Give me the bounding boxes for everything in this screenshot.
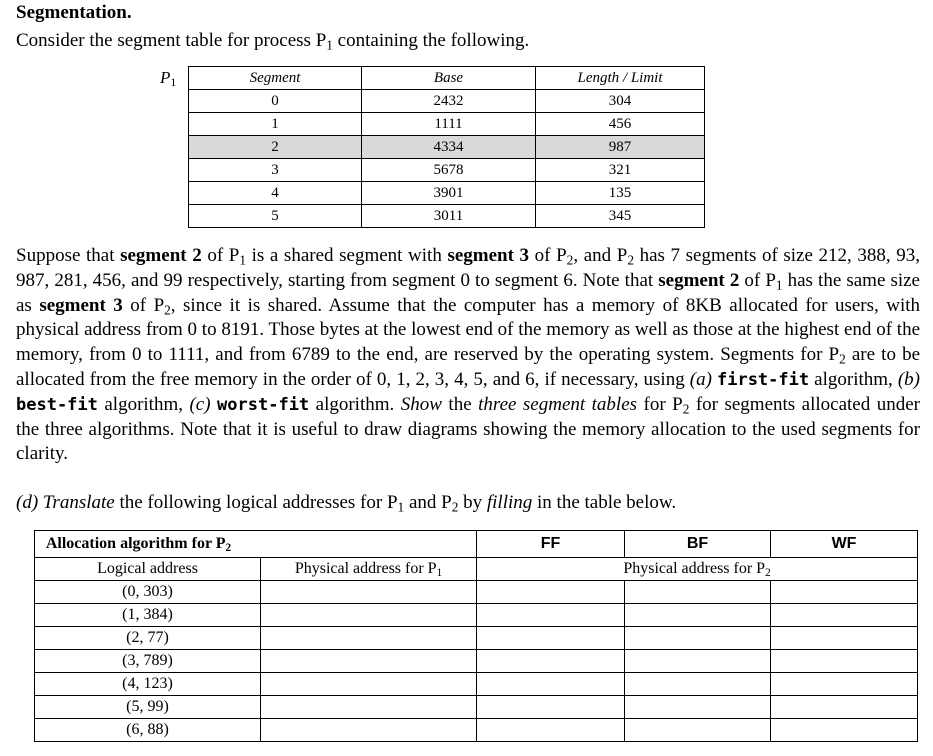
cell-bf[interactable] xyxy=(625,719,771,742)
cell-segment: 4 xyxy=(189,182,362,205)
table-row xyxy=(189,159,705,182)
cell-ff[interactable] xyxy=(477,650,625,673)
cell-physical-p1[interactable] xyxy=(261,719,477,742)
cell-physical-p1[interactable] xyxy=(261,650,477,673)
cell-wf[interactable] xyxy=(771,696,918,719)
cell-bf[interactable] xyxy=(625,650,771,673)
problem-paragraph: Suppose that segment 2 of $P_1$ is a shared segment with segment 3 of $P_2$, and $P_2$ has 7 segments of size 212, 388, 93, 987, 281, 456, and 99 respectively, starting from segment 0 to segment 6. Note that segment 2 of $P_1$ has the same size as segment 3 of $P_2$, since it is shared. Assume that the computer has a memory of 8KB allocated for users, with physical address from 0 to 8191. Those bytes at the lowest end of the memory as well as those at the highest end of the memory, from 0 to 1111, and from 6789 to the end, are reserved by the operating system. Segments for $P_2$ are to be allocated from the free memory in the order of 0, 1, 2, 3, 4, 5, and 6, if necessary, using (a) first-fit algorithm, (b) best-fit algorithm, (c) worst-fit algorithm. Show the three segment tables for $P_2$ for segments allocated under the three algorithms. Note that it is useful to draw diagrams showing the memory allocation to the used segments for clarity. xyxy=(16,245,921,465)
translation-table-algorithm-row xyxy=(35,531,918,558)
table-row xyxy=(35,650,918,673)
cell-segment: 3 xyxy=(189,159,362,182)
table-row-highlighted xyxy=(189,136,705,159)
cell-bf[interactable] xyxy=(625,696,771,719)
cell-logical-address: (1, 384) xyxy=(35,604,261,627)
cell-bf[interactable] xyxy=(625,673,771,696)
cell-limit: 345 xyxy=(536,205,705,228)
cell-base: 3901 xyxy=(362,182,536,205)
cell-base: 3011 xyxy=(362,205,536,228)
cell-wf[interactable] xyxy=(771,650,918,673)
cell-segment: 2 xyxy=(189,136,362,159)
table-row xyxy=(189,113,705,136)
cell-logical-address: (6, 88) xyxy=(35,719,261,742)
cell-wf[interactable] xyxy=(771,627,918,650)
cell-bf[interactable] xyxy=(625,604,771,627)
cell-segment: 0 xyxy=(189,90,362,113)
segment-table xyxy=(188,66,705,228)
segment-table-process-label: $P_1$ xyxy=(160,68,177,89)
col-physical-p1: Physical address for $P_1$ xyxy=(261,558,477,581)
cell-logical-address: (3, 789) xyxy=(35,650,261,673)
cell-physical-p1[interactable] xyxy=(261,673,477,696)
cell-ff[interactable] xyxy=(477,719,625,742)
cell-limit: 304 xyxy=(536,90,705,113)
cell-limit: 135 xyxy=(536,182,705,205)
col-length-limit: Length / Limit xyxy=(536,67,705,90)
col-base: Base xyxy=(362,67,536,90)
cell-base: 2432 xyxy=(362,90,536,113)
cell-logical-address: (2, 77) xyxy=(35,627,261,650)
part-d-instruction: (d) Translate the following logical addresses for $P_1$ and $P_2$ by filling in the table below. xyxy=(16,492,677,515)
table-row xyxy=(35,719,918,742)
cell-physical-p1[interactable] xyxy=(261,627,477,650)
table-row xyxy=(189,90,705,113)
table-row xyxy=(35,673,918,696)
table-row xyxy=(35,604,918,627)
cell-logical-address: (0, 303) xyxy=(35,581,261,604)
cell-segment: 5 xyxy=(189,205,362,228)
cell-logical-address: (4, 123) xyxy=(35,673,261,696)
translation-table-header xyxy=(35,558,918,581)
cell-ff[interactable] xyxy=(477,604,625,627)
col-ff: FF xyxy=(477,531,625,558)
cell-base: 1111 xyxy=(362,113,536,136)
cell-physical-p1[interactable] xyxy=(261,604,477,627)
page-title: Segmentation. xyxy=(16,2,132,23)
table-row xyxy=(35,627,918,650)
term-worst-fit: worst-fit xyxy=(217,394,310,415)
col-physical-p2: Physical address for $P_2$ xyxy=(477,558,918,581)
cell-base: 4334 xyxy=(362,136,536,159)
cell-physical-p1[interactable] xyxy=(261,696,477,719)
cell-bf[interactable] xyxy=(625,627,771,650)
cell-logical-address: (5, 99) xyxy=(35,696,261,719)
col-wf: WF xyxy=(771,531,918,558)
cell-ff[interactable] xyxy=(477,673,625,696)
table-row xyxy=(189,182,705,205)
cell-wf[interactable] xyxy=(771,581,918,604)
col-logical-address: Logical address xyxy=(35,558,261,581)
cell-physical-p1[interactable] xyxy=(261,581,477,604)
translation-table xyxy=(34,530,918,742)
term-best-fit: best-fit xyxy=(16,394,98,415)
col-bf: BF xyxy=(625,531,771,558)
term-first-fit: first-fit xyxy=(716,369,810,390)
cell-segment: 1 xyxy=(189,113,362,136)
cell-ff[interactable] xyxy=(477,696,625,719)
cell-wf[interactable] xyxy=(771,604,918,627)
col-segment: Segment xyxy=(189,67,362,90)
intro-sentence: Consider the segment table for process $P_1$ containing the following. xyxy=(16,30,530,53)
cell-bf[interactable] xyxy=(625,581,771,604)
cell-limit: 987 xyxy=(536,136,705,159)
cell-wf[interactable] xyxy=(771,673,918,696)
cell-limit: 321 xyxy=(536,159,705,182)
cell-ff[interactable] xyxy=(477,581,625,604)
table-row xyxy=(35,696,918,719)
table-row xyxy=(35,581,918,604)
cell-ff[interactable] xyxy=(477,627,625,650)
allocation-algorithm-header: Allocation algorithm for $P_2$ xyxy=(35,531,477,558)
cell-limit: 456 xyxy=(536,113,705,136)
table-row xyxy=(189,205,705,228)
segment-table-header xyxy=(189,67,705,90)
cell-wf[interactable] xyxy=(771,719,918,742)
cell-base: 5678 xyxy=(362,159,536,182)
